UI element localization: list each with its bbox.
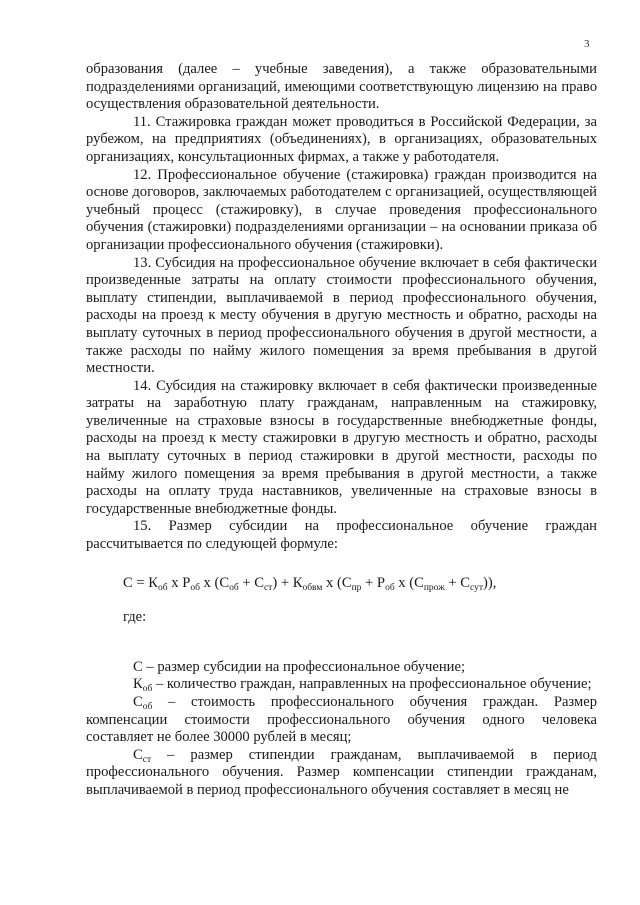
paragraph-14: 14. Субсидия на стажировку включает в себя фактически произведенные затраты на заработную плату гражданам, направленным на стажировку, увеличенные на страховые взносы в государственные внебюджетные фонды, расходы на проезд к месту стажировки в другую местность и обратно, расходы на выплату суточных в период стажировки в другой местности, расходы по найму жилого помещения за время пребывания в другой местности, а также расходы на оплату труда наставников, увеличенные на страховые взносы в государственные внебюджетные фонды.	[86, 377, 597, 517]
definition-c-ob: $С_{об}$ – стоимость профессионального обучения граждан. Размер компенсации стоимости профессионального обучения одного человека составляет не более 30000 рублей в месяц;	[86, 694, 597, 746]
paragraph-13: 13. Субсидия на профессиональное обучение включает в себя фактически произведенные затраты на оплату стоимости профессионального обучения, выплату стипендии, выплачиваемой в период профессионального обучения, расходы на проезд к месту обучения в другую местность и обратно, расходы на выплату суточных в период профессионального обучения в другой местности, а также расходы по найму жилого помещения за время пребывания в другой местности.	[86, 254, 597, 377]
paragraph-15: 15. Размер субсидии на профессиональное обучение граждан рассчитывается по следующей формуле:	[86, 518, 597, 553]
page-number: 3	[584, 38, 590, 50]
paragraph-continued: образования (далее – учебные заведения), а также образовательными подразделениями организаций, имеющими соответствующую лицензию на право осуществления образовательной деятельности.	[86, 61, 597, 113]
definition-c: С – размер субсидии на профессиональное обучение;	[133, 658, 466, 675]
definition-k-ob: $К_{об}$ – количество граждан, направленных на профессиональное обучение;	[133, 676, 592, 695]
paragraph-11: 11. Стажировка граждан может проводиться в Российской Федерации, за рубежом, на предприятиях (объединениях), в организациях, образовательных организациях, консультационных фирмах, а также у работодателя.	[86, 113, 597, 165]
subsidy-formula: $С = К_{об}$ х $Р_{об}$ х $(С_{об} + С_{ст}) + К_{обвм}$ х ($С_{пр} + Р_{об}$ х $(С_{прож} + С_{сут})$),	[123, 574, 497, 593]
document-body	[86, 61, 597, 800]
paragraph-12: 12. Профессиональное обучение (стажировка) граждан производится на основе договоров, заключаемых работодателем с организацией, осуществляющей учебный процесс (стажировку), в случае проведения профессионального обучения (стажировки) подразделениями организации – на основании приказа об организации профессионального обучения (стажировки).	[86, 166, 597, 253]
formula-where-label: где:	[123, 609, 147, 626]
spacer	[86, 627, 597, 645]
definition-c-st: $С_{ст}$ – размер стипендии гражданам, выплачиваемой в период профессионального обучения. Размер компенсации стипендии гражданам, выплачиваемой в период профессионального обучения составляет в месяц не	[86, 746, 597, 798]
